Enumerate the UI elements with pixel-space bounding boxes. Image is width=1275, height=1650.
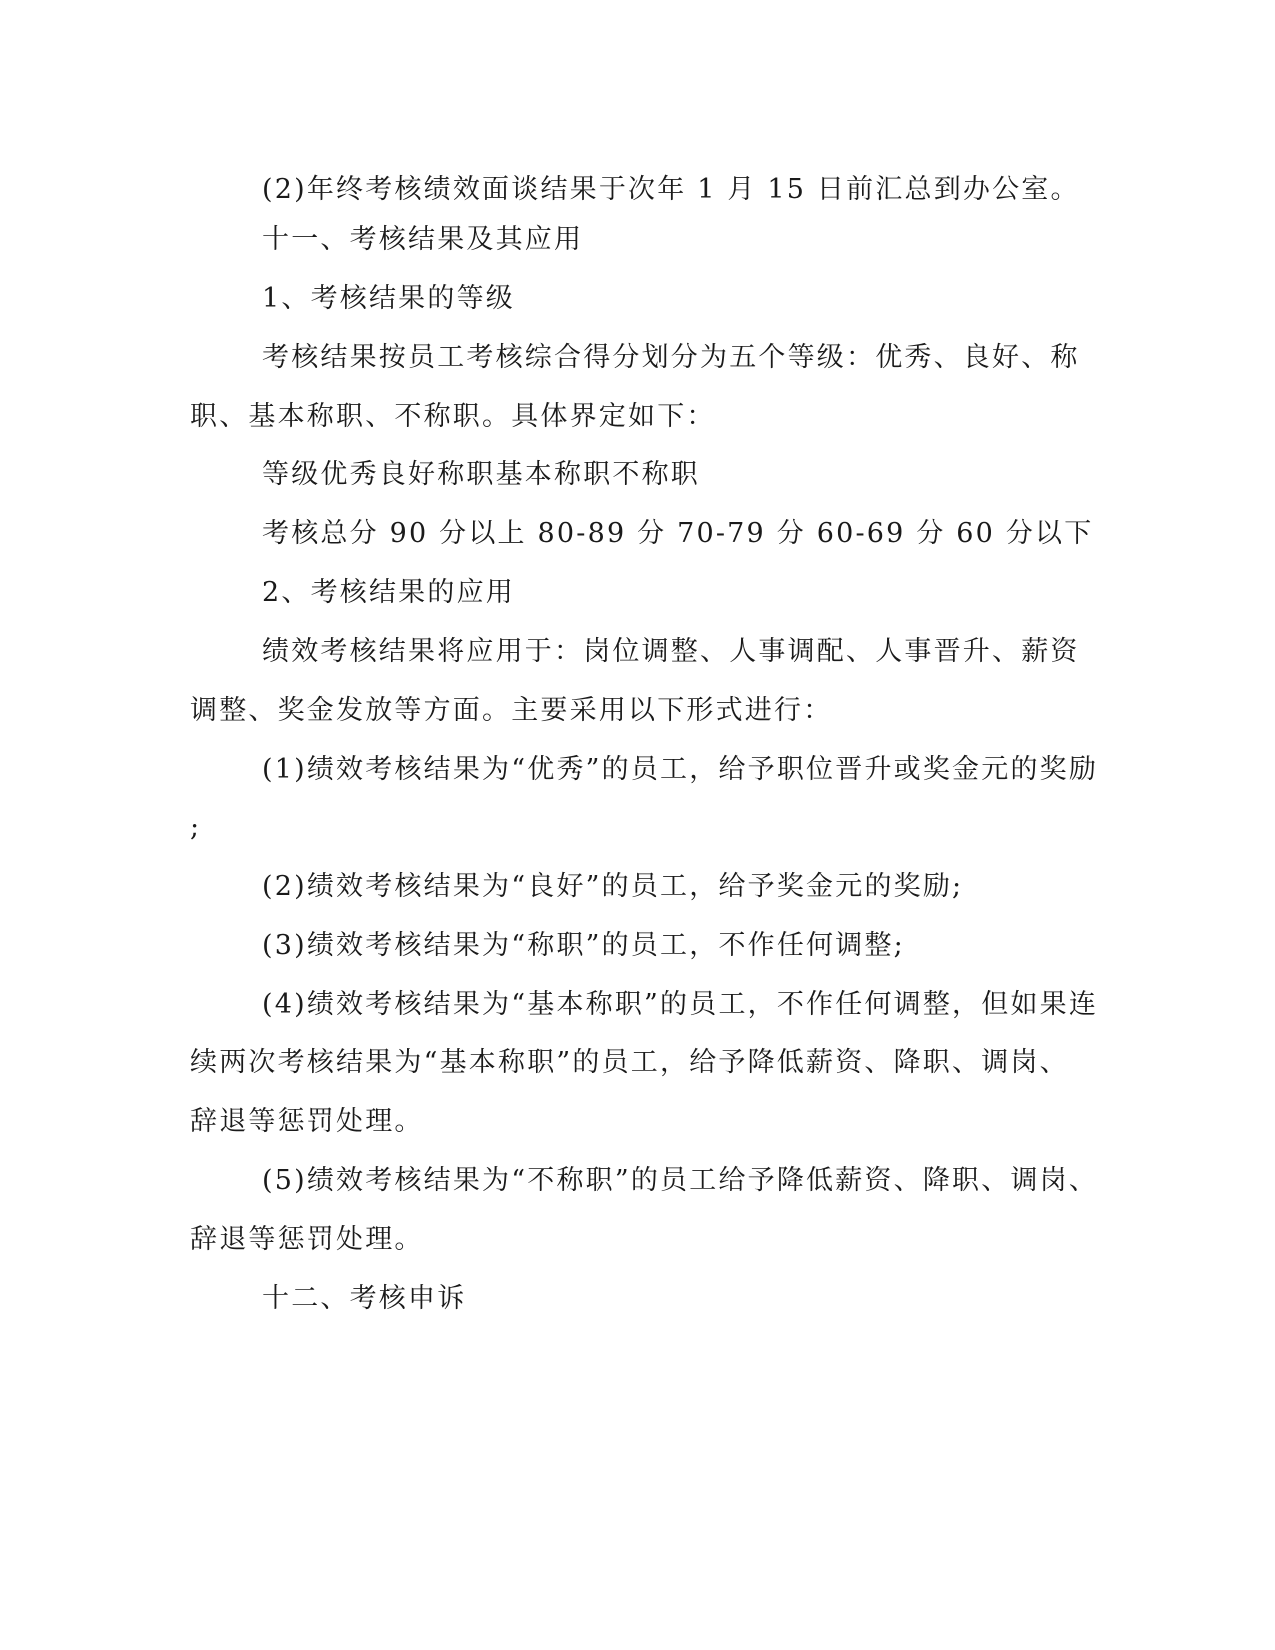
- list-item-line: (1)绩效考核结果为“优秀”的员工，给予职位晋升或奖金元的奖励: [262, 754, 1099, 785]
- list-item-line: (4)绩效考核结果为“基本称职”的员工，不作任何调整，但如果连: [262, 989, 1099, 1020]
- paragraph-line: 职、基本称职、不称职。具体界定如下：: [190, 401, 716, 432]
- section-heading: 十一、考核结果及其应用: [262, 224, 584, 255]
- list-item-line: 续两次考核结果为“基本称职”的员工，给予降低薪资、降职、调岗、: [190, 1047, 1069, 1078]
- subsection-heading: 1、考核结果的等级: [262, 283, 515, 314]
- paragraph-line: (2)年终考核绩效面谈结果于次年 1 月 15 日前汇总到办公室。: [262, 174, 1080, 205]
- score-row: 考核总分 90 分以上 80-89 分 70-79 分 60-69 分 60 分以下: [262, 518, 1094, 549]
- section-heading: 十二、考核申诉: [262, 1283, 467, 1314]
- paragraph-line: 绩效考核结果将应用于：岗位调整、人事调配、人事晋升、薪资: [262, 636, 1080, 667]
- list-item-line: (5)绩效考核结果为“不称职”的员工给予降低薪资、降职、调岗、: [262, 1165, 1099, 1196]
- paragraph-line: 调整、奖金发放等方面。主要采用以下形式进行：: [190, 695, 833, 726]
- list-item-line: (3)绩效考核结果为“称职”的员工，不作任何调整;: [262, 930, 905, 961]
- list-item-line: ;: [190, 812, 202, 843]
- list-item-line: 辞退等惩罚处理。: [190, 1106, 424, 1137]
- paragraph-line: 考核结果按员工考核综合得分划分为五个等级：优秀、良好、称: [262, 342, 1080, 373]
- list-item-line: (2)绩效考核结果为“良好”的员工，给予奖金元的奖励;: [262, 871, 964, 902]
- subsection-heading: 2、考核结果的应用: [262, 577, 515, 608]
- list-item-line: 辞退等惩罚处理。: [190, 1224, 424, 1255]
- grade-row: 等级优秀良好称职基本称职不称职: [262, 459, 700, 490]
